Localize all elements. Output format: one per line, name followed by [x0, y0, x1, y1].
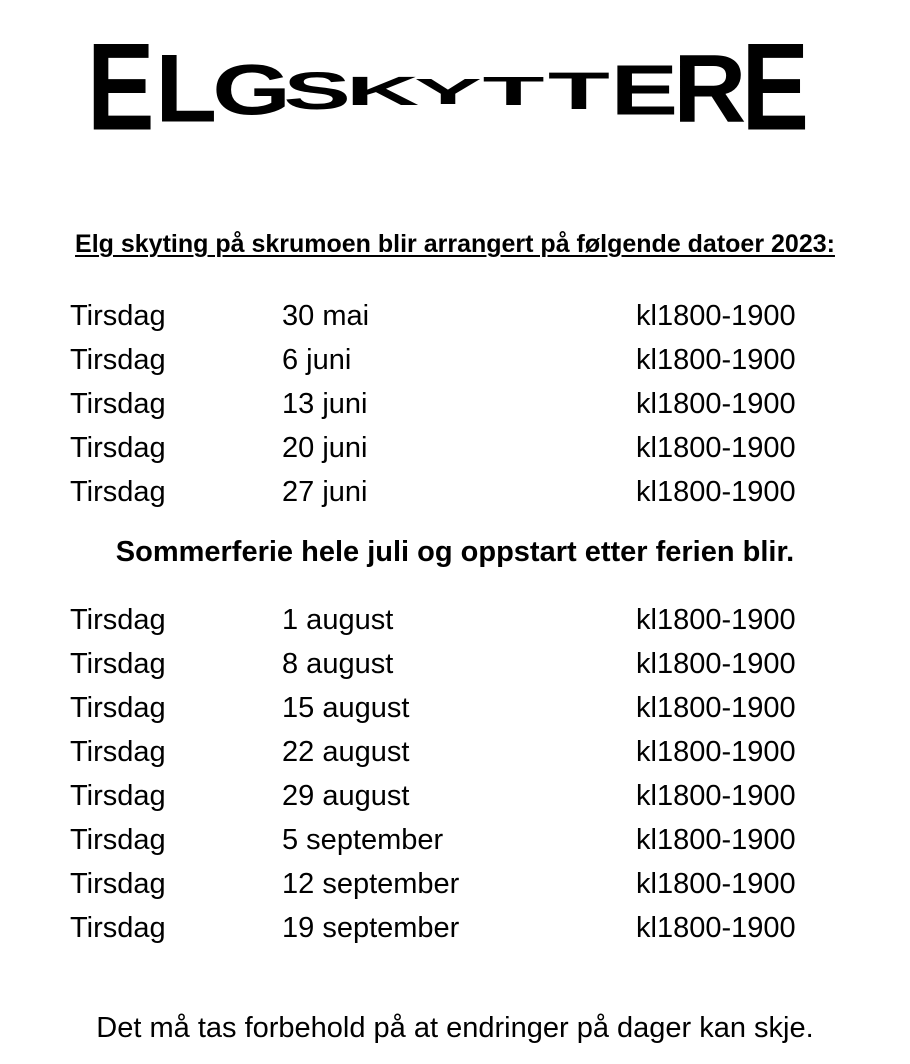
schedule-day: Tirsdag — [70, 824, 166, 856]
schedule-date: 15 august — [282, 692, 410, 724]
schedule-day: Tirsdag — [70, 912, 166, 944]
schedule-row — [0, 818, 910, 862]
schedule-row — [0, 382, 910, 426]
schedule-time: kl1800-1900 — [636, 736, 796, 768]
title-letter: K — [345, 69, 420, 115]
title-letter: R — [673, 34, 747, 142]
title-wordart — [0, 0, 910, 170]
schedule-time: kl1800-1900 — [636, 388, 796, 420]
schedule-row — [0, 862, 910, 906]
schedule-day: Tirsdag — [70, 432, 166, 464]
schedule-date: 6 juni — [282, 344, 352, 376]
schedule-row — [0, 294, 910, 338]
schedule-date: 19 september — [282, 912, 460, 944]
title-letter: L — [155, 34, 218, 142]
schedule-day: Tirsdag — [70, 736, 166, 768]
title-letters — [87, 18, 809, 157]
title-letter: T — [547, 61, 610, 121]
schedule-row — [0, 426, 910, 470]
schedule-time: kl1800-1900 — [636, 912, 796, 944]
schedule-time: kl1800-1900 — [636, 300, 796, 332]
schedule-time: kl1800-1900 — [636, 868, 796, 900]
schedule-day: Tirsdag — [70, 868, 166, 900]
title-letter: S — [283, 61, 351, 121]
title-letter: E — [610, 49, 679, 130]
schedule-time: kl1800-1900 — [636, 780, 796, 812]
schedule-day: Tirsdag — [70, 476, 166, 508]
title-letter: Y — [414, 71, 482, 113]
schedule-row — [0, 598, 910, 642]
schedule-day: Tirsdag — [70, 648, 166, 680]
schedule-day: Tirsdag — [70, 780, 166, 812]
schedule-list-spring — [0, 294, 910, 514]
schedule-row — [0, 906, 910, 950]
schedule-date: 27 juni — [282, 476, 368, 508]
schedule-date: 8 august — [282, 648, 394, 680]
schedule-time: kl1800-1900 — [636, 476, 796, 508]
schedule-heading: Elg skyting på skrumoen blir arrangert på følgende datoer 2023: — [75, 230, 835, 258]
schedule-date: 5 september — [282, 824, 444, 856]
schedule-day: Tirsdag — [70, 388, 166, 420]
schedule-date: 30 mai — [282, 300, 370, 332]
disclaimer-note: Det må tas forbehold på at endringer på dager kan skje. — [96, 1012, 814, 1044]
schedule-row — [0, 642, 910, 686]
schedule-date: 1 august — [282, 604, 394, 636]
schedule-date: 13 juni — [282, 388, 368, 420]
schedule-time: kl1800-1900 — [636, 692, 796, 724]
schedule-row — [0, 774, 910, 818]
schedule-date: 20 juni — [282, 432, 368, 464]
schedule-time: kl1800-1900 — [636, 604, 796, 636]
schedule-row — [0, 686, 910, 730]
schedule-day: Tirsdag — [70, 300, 166, 332]
schedule-time: kl1800-1900 — [636, 824, 796, 856]
schedule-day: Tirsdag — [70, 344, 166, 376]
summer-break-note: Sommerferie hele juli og oppstart etter ferien blir. — [115, 536, 795, 568]
schedule-day: Tirsdag — [70, 692, 166, 724]
schedule-time: kl1800-1900 — [636, 432, 796, 464]
title-letter: G — [212, 49, 291, 130]
schedule-row — [0, 338, 910, 382]
schedule-time: kl1800-1900 — [636, 648, 796, 680]
title-letter: E — [86, 17, 155, 158]
schedule-row — [0, 730, 910, 774]
title-letter: E — [741, 17, 810, 158]
title-letter: T — [482, 69, 545, 115]
schedule-date: 29 august — [282, 780, 410, 812]
schedule-date: 12 september — [282, 868, 460, 900]
schedule-list-autumn — [0, 598, 910, 950]
schedule-date: 22 august — [282, 736, 410, 768]
schedule-time: kl1800-1900 — [636, 344, 796, 376]
schedule-row — [0, 470, 910, 514]
schedule-day: Tirsdag — [70, 604, 166, 636]
